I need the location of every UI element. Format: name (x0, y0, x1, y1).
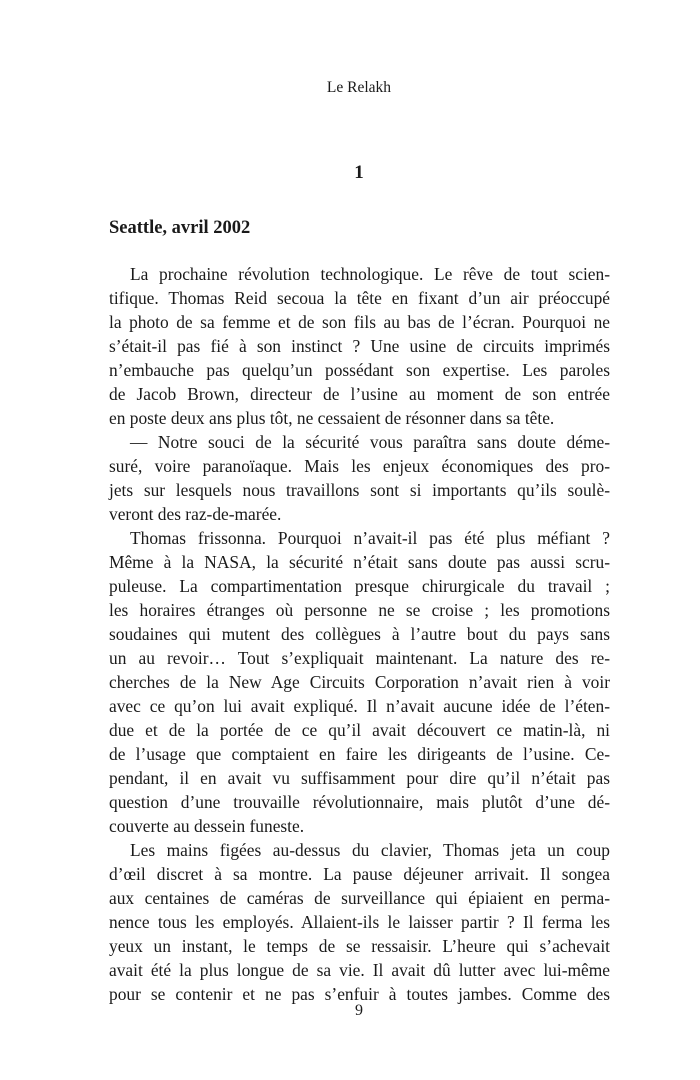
body-text (109, 262, 610, 1006)
paragraph-line: n’embauche pas quelqu’un possédant son expertise. Les paroles (109, 360, 610, 380)
paragraph-line: cherches de la New Age Circuits Corporation n’avait rien à voir (109, 672, 610, 692)
paragraph-line: les horaires étranges où personne ne se croise ; les promotions (109, 600, 610, 620)
paragraph-line: pendant, il en avait vu suffisamment pour dire qu’il n’était pas (109, 768, 610, 788)
paragraph-line: question d’une trouvaille révolutionnaire, mais plutôt d’une dé- (109, 792, 610, 812)
paragraph-line: Thomas frissonna. Pourquoi n’avait-il pas été plus méfiant ? (130, 528, 610, 548)
chapter-number: 1 (354, 162, 364, 183)
paragraph-line: la photo de sa femme et de son fils au bas de l’écran. Pourquoi ne (109, 312, 610, 332)
paragraph-line: de Jacob Brown, directeur de l’usine au moment de son entrée (109, 384, 610, 404)
paragraph-line: puleuse. La compartimentation presque chirurgicale du travail ; (109, 576, 610, 596)
paragraph-line: Même à la NASA, la sécurité n’était sans doute pas aussi scru- (109, 552, 610, 572)
paragraph-line: yeux un instant, le temps de se ressaisir. L’heure qui s’achevait (109, 936, 610, 956)
dialogue-line: veront des raz-de-marée. (109, 504, 282, 524)
paragraph-line: un au revoir… Tout s’expliquait maintenant. La nature des re- (109, 648, 610, 668)
paragraph-line: aux centaines de caméras de surveillance qui épiaient en perma- (109, 888, 610, 908)
page-number: 9 (355, 1002, 363, 1019)
paragraph-line: de l’usage que comptaient en faire les dirigeants de l’usine. Ce- (109, 744, 610, 764)
paragraph-line: La prochaine révolution technologique. Le rêve de tout scien- (130, 264, 610, 284)
paragraph-line: avec ce qu’on lui avait expliqué. Il n’avait aucune idée de l’éten- (109, 696, 610, 716)
paragraph-line: tifique. Thomas Reid secoua la tête en fixant d’un air préoccupé (109, 288, 610, 308)
paragraph-line: Les mains figées au-dessus du clavier, Thomas jeta un coup (130, 840, 610, 860)
paragraph-line: pour se contenir et ne pas s’enfuir à toutes jambes. Comme des (109, 984, 610, 1004)
paragraph-line: couverte au dessein funeste. (109, 816, 305, 836)
dialogue-line: suré, voire paranoïaque. Mais les enjeux économiques des pro- (109, 456, 610, 476)
section-title: Seattle, avril 2002 (109, 218, 251, 238)
dialogue-line: jets sur lesquels nous travaillons sont si importants qu’ils soulè- (109, 480, 610, 500)
paragraph-line: due et de la portée de ce qu’il avait découvert ce matin-là, ni (109, 720, 610, 740)
paragraph-line: soudaines qui mutent des collègues à l’autre bout du pays sans (109, 624, 610, 644)
dialogue-line: — Notre souci de la sécurité vous paraîtra sans doute déme- (130, 432, 610, 452)
running-header-title: Le Relakh (326, 79, 392, 96)
paragraph-line: d’œil discret à sa montre. La pause déjeuner arrivait. Il songea (109, 864, 610, 884)
paragraph-line: avait été la plus longue de sa vie. Il avait dû lutter avec lui-même (109, 960, 610, 980)
paragraph-line: nence tous les employés. Allaient-ils le laisser partir ? Il ferma les (109, 912, 610, 932)
paragraph-line: s’était-il pas fié à son instinct ? Une usine de circuits imprimés (109, 336, 610, 356)
paragraph-line: en poste deux ans plus tôt, ne cessaient de résonner dans sa tête. (109, 408, 555, 428)
